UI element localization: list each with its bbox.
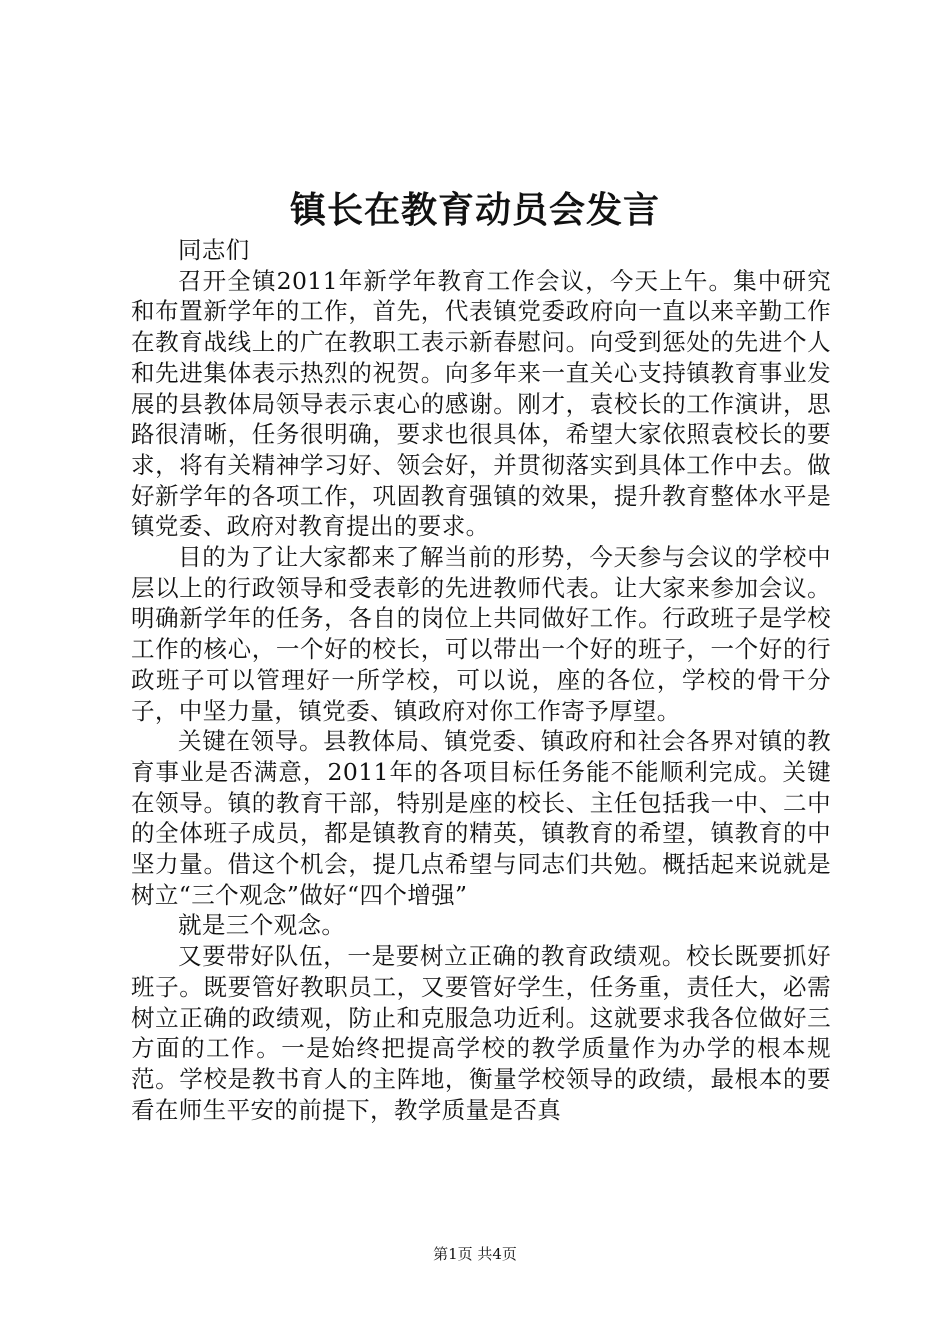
page-number-footer: 第1页 共4页: [433, 1245, 517, 1263]
paragraph: 目的为了让大家都来了解当前的形势，今天参与会议的学校中层以上的行政领导和受表彰的先进教师代表。让大家来参加会议。明确新学年的任务，各自的岗位上共同做好工作。行政班子是学校工作的核心，一个好的校长，可以带出一个好的班子，一个好的行政班子可以管理好一所学校，可以说，座的各位，学校的骨干分子，中坚力量，镇党委、镇政府对你工作寄予厚望。: [131, 543, 831, 725]
document-title: 镇长在教育动员会发言: [289, 189, 660, 231]
salutation: 同志们: [178, 236, 250, 264]
paragraph: 关键在领导。县教体局、镇党委、镇政府和社会各界对镇的教育事业是否满意，2011年的各项目标任务能不能顺利完成。关键在领导。镇的教育干部，特别是座的校长、主任包括我一中、二中的全体班子成员，都是镇教育的精英，镇教育的希望，镇教育的中坚力量。借这个机会，提几点希望与同志们共勉。概括起来说就是树立“三个观念”做好“四个增强”: [131, 727, 831, 909]
document-body: [131, 235, 831, 1125]
paragraph: 又要带好队伍，一是要树立正确的教育政绩观。校长既要抓好班子。既要管好教职员工，又要管好学生，任务重，责任大，必需树立正确的政绩观，防止和克服急功近利。这就要求我各位做好三方面的工作。一是始终把提高学校的教学质量作为办学的根本规范。学校是教书育人的主阵地，衡量学校领导的政绩，最根本的要看在师生平安的前提下，教学质量是否真: [131, 942, 831, 1124]
paragraph: 召开全镇2011年新学年教育工作会议，今天上午。集中研究和布置新学年的工作，首先，代表镇党委政府向一直以来辛勤工作在教育战线上的广在教职工表示新春慰问。向受到惩处的先进个人和先进集体表示热烈的祝贺。向多年来一直关心支持镇教育事业发展的县教体局领导表示衷心的感谢。刚才，袁校长的工作演讲，思路很清晰，任务很明确，要求也很具体，希望大家依照袁校长的要求，将有关精神学习好、领会好，并贯彻落实到具体工作中去。做好新学年的各项工作，巩固教育强镇的效果，提升教育整体水平是镇党委、政府对教育提出的要求。: [131, 266, 831, 541]
paragraph: 就是三个观念。: [178, 911, 346, 940]
